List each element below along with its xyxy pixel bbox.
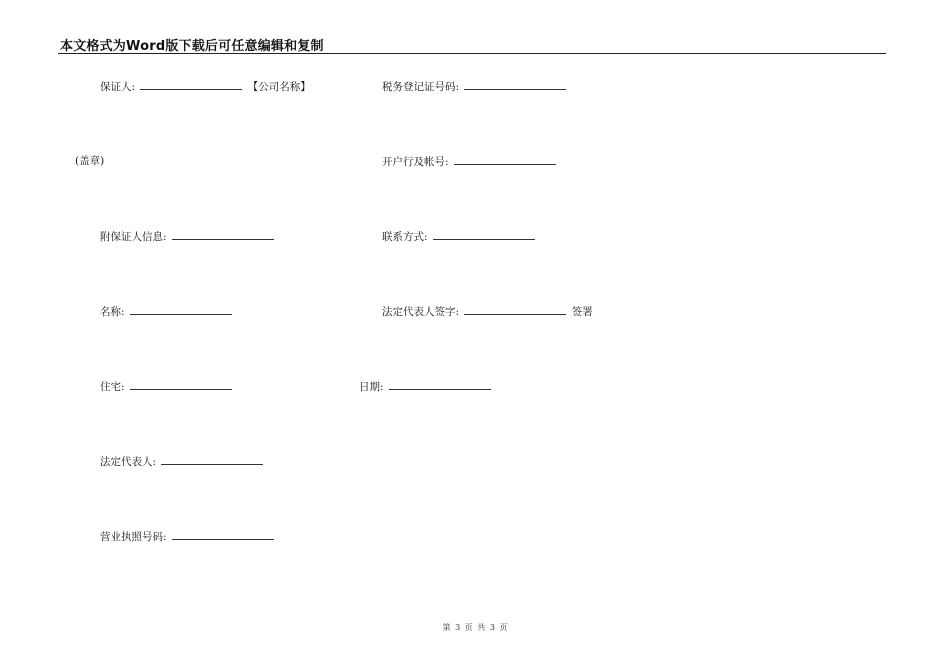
contact-field	[382, 229, 535, 244]
page-footer	[0, 622, 950, 633]
legal-rep-blank[interactable]	[161, 454, 263, 465]
page-header	[58, 33, 886, 54]
legal-rep-signature-label: 法定代表人签字:	[382, 306, 460, 318]
guarantor-info-field	[100, 229, 274, 244]
tax-reg-no-label: 税务登记证号码:	[382, 81, 460, 93]
tax-reg-no-field	[382, 79, 566, 94]
business-license-field	[100, 529, 274, 544]
legal-rep-label: 法定代表人:	[100, 456, 157, 468]
date-label: 日期:	[359, 381, 384, 393]
signature-suffix: 签署	[571, 306, 593, 318]
legal-rep-signature-field	[382, 304, 593, 319]
business-license-blank[interactable]	[172, 529, 274, 540]
footer-mid2: 共	[477, 623, 486, 632]
residence-field	[100, 379, 232, 394]
footer-mid1: 页	[464, 623, 473, 632]
name-blank[interactable]	[130, 304, 232, 315]
guarantor-info-label: 附保证人信息:	[100, 231, 167, 243]
name-label: 名称:	[100, 306, 125, 318]
header-title: 本文格式为Word版下载后可任意编辑和复制	[60, 39, 324, 54]
footer-suffix: 页	[499, 623, 508, 632]
bank-account-label: 开户行及帐号:	[382, 156, 449, 168]
guarantor-info-blank[interactable]	[172, 229, 274, 240]
contact-blank[interactable]	[433, 229, 535, 240]
legal-rep-field	[100, 454, 263, 469]
guarantor-field	[100, 79, 311, 94]
guarantor-label: 保证人:	[100, 81, 136, 93]
bank-account-blank[interactable]	[454, 154, 556, 165]
footer-prefix: 第	[442, 623, 451, 632]
bank-account-field	[382, 154, 556, 169]
guarantor-blank[interactable]	[140, 79, 242, 90]
legal-rep-signature-blank[interactable]	[464, 304, 566, 315]
residence-label: 住宅:	[100, 381, 125, 393]
business-license-label: 营业执照号码:	[100, 531, 167, 543]
date-blank[interactable]	[389, 379, 491, 390]
contact-label: 联系方式:	[382, 231, 428, 243]
seal-field	[75, 154, 104, 168]
guarantor-company-name: 【公司名称】	[247, 81, 311, 93]
name-field	[100, 304, 232, 319]
residence-blank[interactable]	[130, 379, 232, 390]
seal-label: (盖章)	[75, 155, 105, 167]
footer-total-pages: 3	[489, 623, 495, 632]
footer-page-number: 3	[455, 623, 461, 632]
tax-reg-no-blank[interactable]	[464, 79, 566, 90]
date-field	[359, 379, 491, 394]
